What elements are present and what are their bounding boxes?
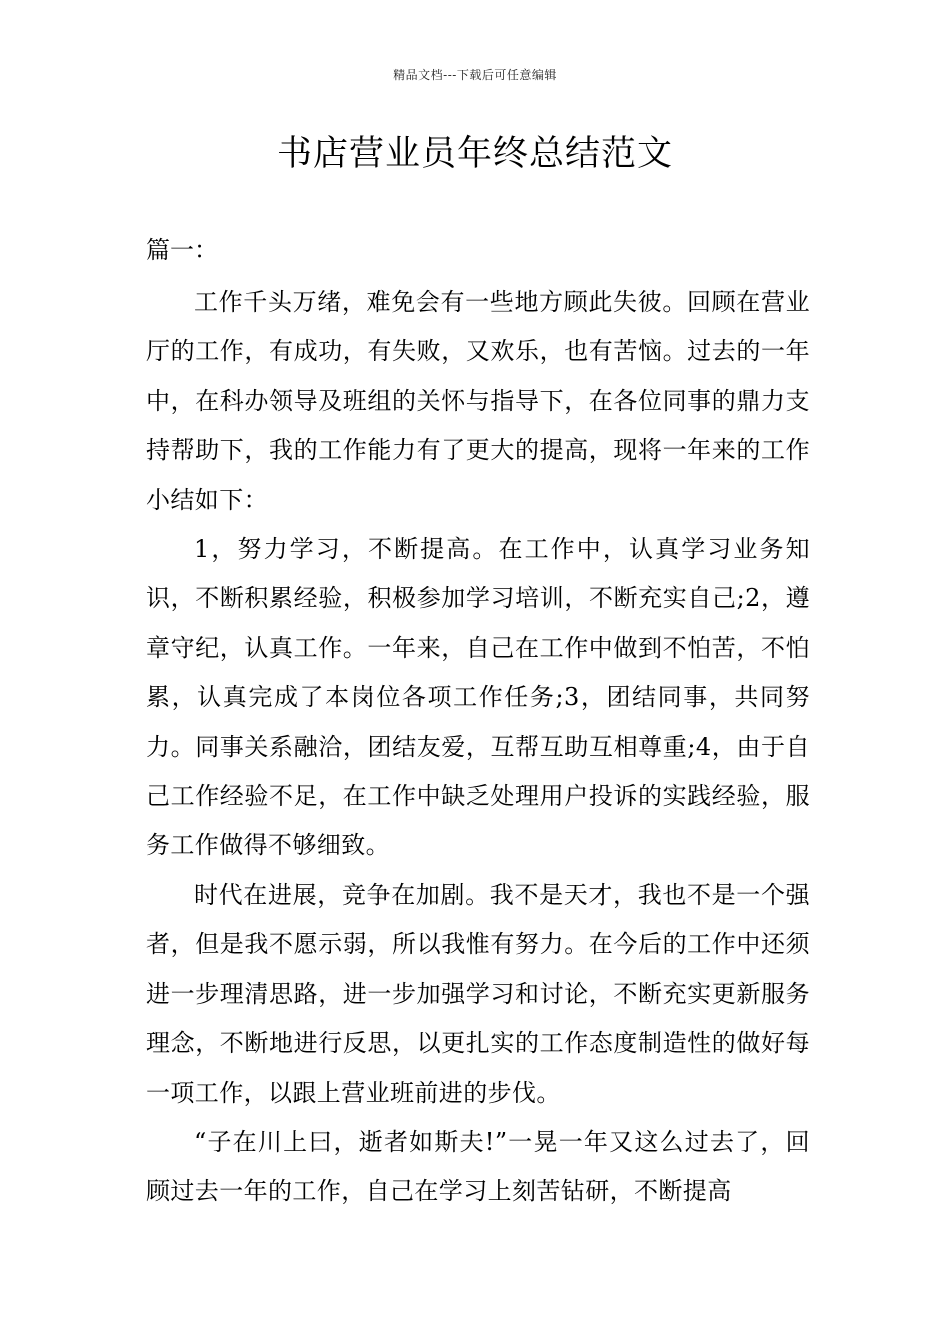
document-title: 书店营业员年终总结范文 <box>276 134 673 174</box>
section-label: 篇一： <box>146 236 218 264</box>
paragraph-reflection: “子在川上曰，逝者如斯夫!”一晃一年又这么过去了，回顾过去一年的工作，自己在学习上刻苦钻研，不断提高 <box>146 1127 810 1206</box>
document-body <box>146 278 810 1217</box>
header-note: 精品文档---下载后可任意编辑 <box>393 68 557 82</box>
paragraph-summary-points: 1，努力学习，不断提高。在工作中，认真学习业务知识，不断积累经验，积极参加学习培训，不断充实自己;2，遵章守纪，认真工作。一年来，自己在工作中做到不怕苦，不怕累，认真完成了本岗位各项工作任务;3，团结同事，共同努力。同事关系融洽，团结友爱，互帮互助互相尊重;4，由于自己工作经验不足，在工作中缺乏处理用户投诉的实践经验，服务工作做得不够细致。 <box>146 535 810 860</box>
paragraph-outlook: 时代在进展，竞争在加剧。我不是天才，我也不是一个强者，但是我不愿示弱，所以我惟有努力。在今后的工作中还须进一步理清思路，进一步加强学习和讨论，不断充实更新服务理念，不断地进行反思，以更扎实的工作态度制造性的做好每一项工作，以跟上营业班前进的步伐。 <box>146 880 810 1107</box>
paragraph-intro: 工作千头万绪，难免会有一些地方顾此失彼。回顾在营业厅的工作，有成功，有失败，又欢乐，也有苦恼。过去的一年中，在科办领导及班组的关怀与指导下，在各位同事的鼎力支持帮助下，我的工作能力有了更大的提高，现将一年来的工作小结如下： <box>146 288 810 514</box>
